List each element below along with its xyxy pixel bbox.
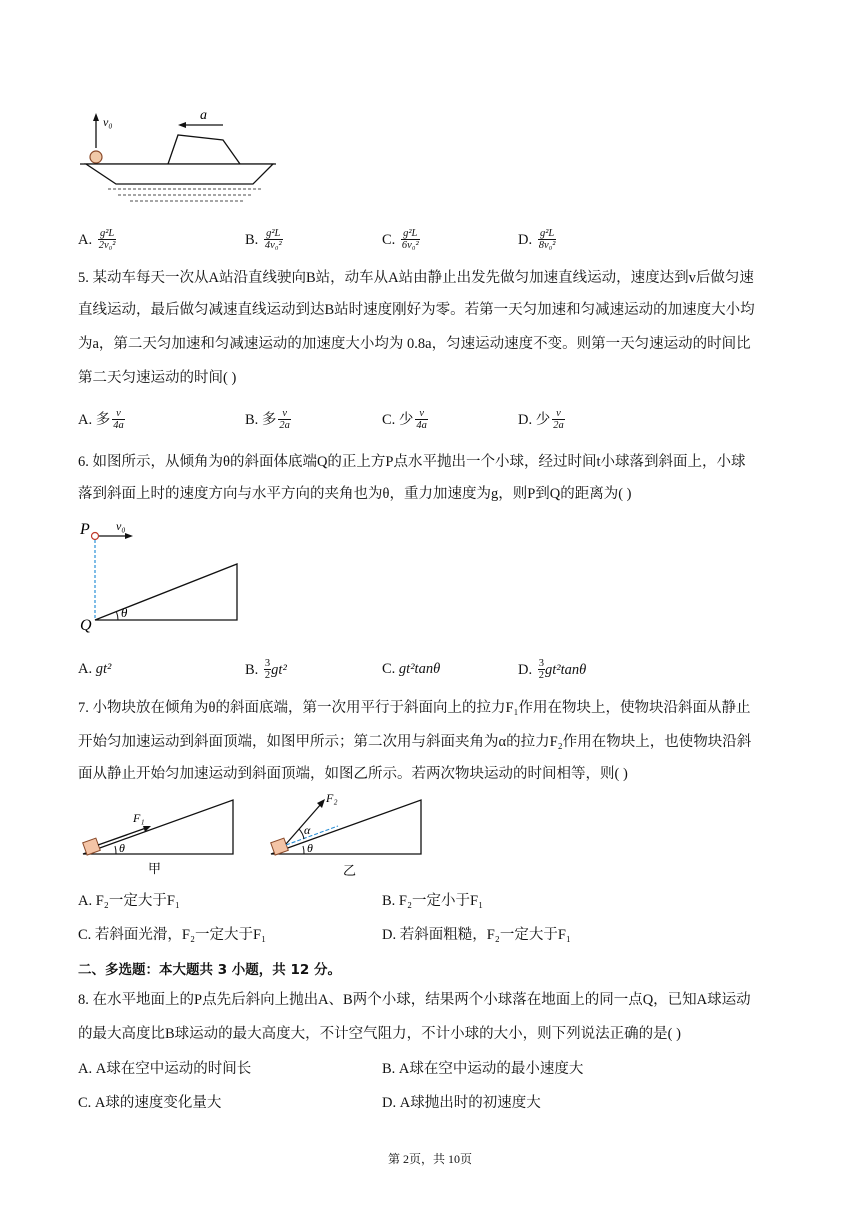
q5-option-b[interactable]: B. 多 $\frac{v}{2a}$ [245,408,290,431]
q7-figure-b [266,788,436,878]
q8-text-line-2: 的最大高度比B球运动的最大高度大，不计空气阻力，不计小球的大小，则下列说法正确的是( ) [78,1026,681,1042]
q7a-theta-label: θ [119,841,125,855]
q7a-caption: 甲 [148,861,162,876]
q8-option-c[interactable]: C. A球的速度变化量大 [78,1094,222,1111]
q5-option-c[interactable]: C. 少 $\frac{v}{4a}$ [382,408,427,431]
page-footer: 第 2页，共 10页 [387,1152,472,1166]
q7-text-line-3: 面从静止开始匀加速运动到斜面顶端，如图乙所示。若两次物块运动的时间相等，则( ) [78,766,628,782]
q5-option-a[interactable]: A. 多 $\frac{v}{4a}$ [78,408,124,431]
q7-option-a[interactable]: A. F₂一定大于F₁ [78,892,180,909]
q4-option-d[interactable]: D. $\frac{\text{g²L}}{\text{8v₀²}}$ [518,228,556,251]
q7-option-b[interactable]: B. F₂一定小于F₁ [382,892,484,909]
q7-figure-a [78,792,248,877]
q6-q-label: Q [80,617,92,634]
q7-text-line-2: 开始匀加速运动到斜面顶端，如图甲所示；第二次用与斜面夹角为α的拉力F₂作用在物块上，也使物块沿斜 [78,734,752,750]
q6-option-b[interactable]: B. $\frac{3}{2}$ gt² [245,658,287,681]
section-2-title: 二、多选题：本大题共 3 小题，共 12 分。 [78,962,341,978]
q5-text-line-1: 5. 某动车每天一次从A站沿直线驶向B站，动车从A站由静止出发先做匀加速直线运动，速度达到v后做匀速 [78,270,754,286]
q8-option-d[interactable]: D. A球抛出时的初速度大 [382,1094,541,1111]
q8-text-line-1: 8. 在水平地面上的P点先后斜向上抛出A、B两个小球，结果两个小球落在地面上的同一点Q，已知A球运动 [78,992,751,1008]
q7-option-c[interactable]: C. 若斜面光滑，F₂一定大于F₁ [78,926,267,943]
q7a-f-label: F₁ [133,811,145,825]
q4-a-label: a [200,108,207,123]
q8-option-b[interactable]: B. A球在空中运动的最小速度大 [382,1060,584,1077]
q5-text-line-2: 直线运动，最后做匀减速直线运动到达B站时速度刚好为零。若第一天匀加速和匀减速运动的加速度大小均 [78,302,755,318]
ball-icon [90,151,102,163]
q4-option-b[interactable]: B. $\frac{\text{g²L}}{\text{4v₀²}}$ [245,228,282,251]
q7b-alpha-label: α [304,823,311,837]
q7b-theta-label: θ [307,841,313,855]
q6-figure [78,514,258,634]
q5-text-line-3: 为a，第二天匀加速和匀减速运动的加速度大小均为 0.8a，匀速运动速度不变。则第一天匀速运动的时间比 [78,336,751,352]
q6-v0-label: v₀ [116,519,126,533]
ball-icon [92,533,99,540]
q7b-f-label: F₂ [326,791,338,805]
q6-option-d[interactable]: D. $\frac{3}{2}$ gt²tanθ [518,658,587,681]
q7-option-d[interactable]: D. 若斜面粗糙，F₂一定大于F₁ [382,926,571,943]
q6-text-line-2: 落到斜面上时的速度方向与水平方向的夹角也为θ，重力加速度为g，则P到Q的距离为( ) [78,486,632,502]
q4-v0-label: v₀ [103,115,113,129]
q4-figure [78,104,298,204]
q6-text-line-1: 6. 如图所示，从倾角为θ的斜面体底端Q的正上方P点水平抛出一个小球，经过时间t小球落到斜面上，小球 [78,454,746,470]
q5-text-line-4: 第二天匀速运动的时间( ) [78,370,237,386]
q6-option-c[interactable]: C. gt²tanθ [382,660,441,677]
q6-option-a[interactable]: A. gt² [78,660,112,677]
q5-option-d[interactable]: D. 少 $\frac{v}{2a}$ [518,408,564,431]
q8-option-a[interactable]: A. A球在空中运动的时间长 [78,1060,252,1077]
q6-p-label: P [80,521,90,538]
q6-theta-label: θ [121,605,128,620]
q7b-caption: 乙 [343,863,357,878]
q4-option-a[interactable]: A. $\frac{\text{g²L}}{\text{2v₀²}}$ [78,228,116,251]
q4-option-c[interactable]: C. $\frac{\text{g²L}}{\text{6v₀²}}$ [382,228,419,251]
q7-text-line-1: 7. 小物块放在倾角为θ的斜面底端，第一次用平行于斜面向上的拉力F₁作用在物块上，使物块沿斜面从静止 [78,700,751,716]
